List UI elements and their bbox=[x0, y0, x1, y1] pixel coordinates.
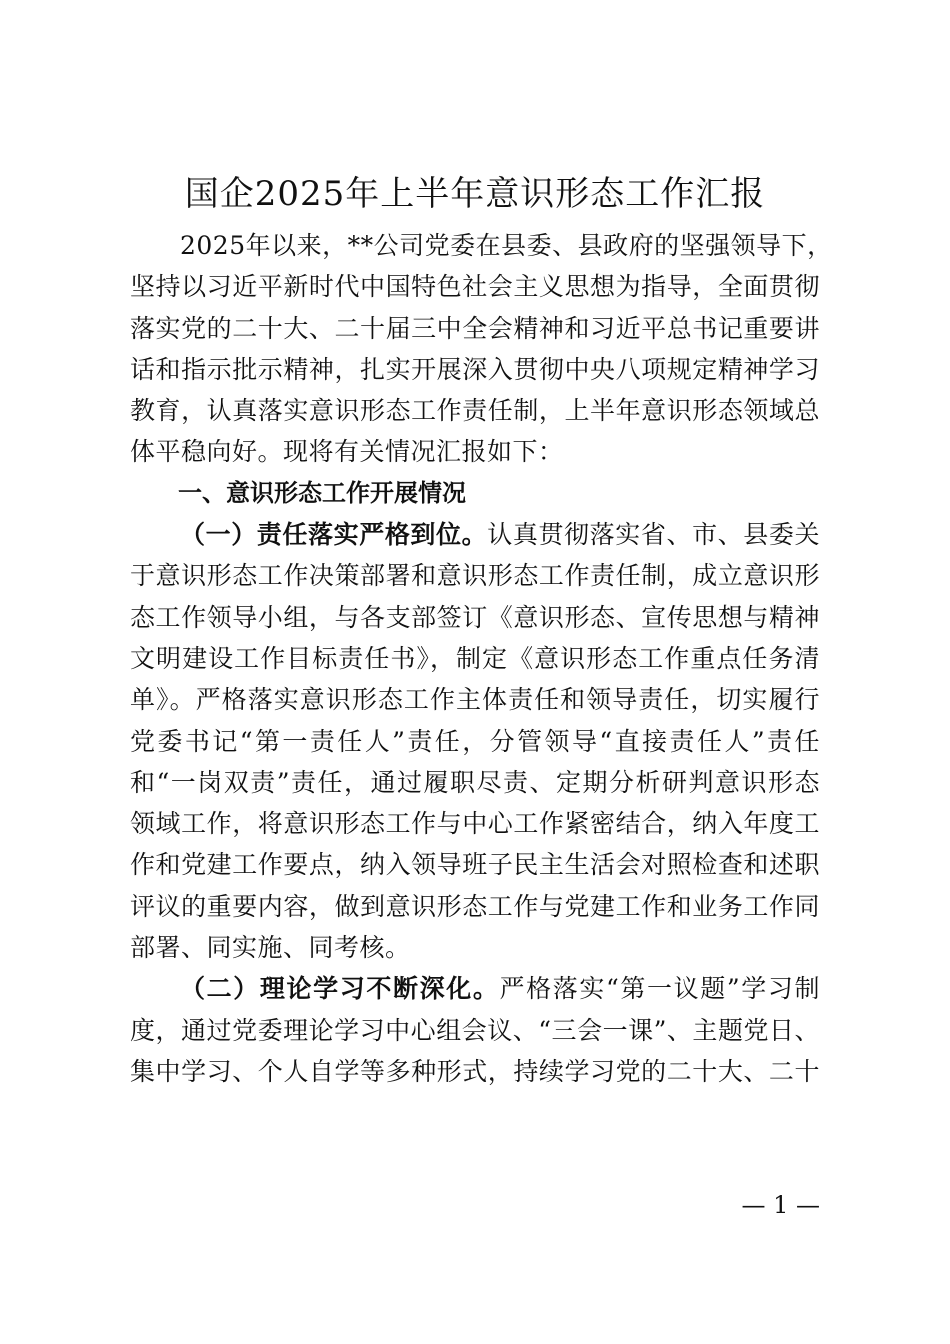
paragraph-line-text: 认真贯彻落实省、市、县委关 bbox=[487, 520, 820, 550]
paragraph-line: 落实党的二十大、二十届三中全会精神和习近平总书记重要讲 bbox=[130, 313, 820, 343]
responsibility-paragraph bbox=[130, 514, 820, 968]
paragraph-line: 领域工作，将意识形态工作与中心工作紧密结合，纳入年度工 bbox=[130, 809, 820, 839]
paragraph-line: 作和党建工作要点，纳入领导班子民主生活会对照检查和述职 bbox=[130, 850, 820, 880]
paragraph-line: 部署、同实施、同考核。 bbox=[130, 933, 411, 963]
subsection-lead: （二）理论学习不断深化。 bbox=[180, 974, 500, 1004]
document-body bbox=[130, 225, 833, 1092]
paragraph-line: 坚持以习近平新时代中国特色社会主义思想为指导，全面贯彻 bbox=[130, 272, 820, 302]
paragraph-line: 度，通过党委理论学习中心组会议、“三会一课”、主题党日、 bbox=[130, 1015, 820, 1045]
subsection-lead: （一）责任落实严格到位。 bbox=[180, 520, 488, 550]
paragraph-line: 集中学习、个人自学等多种形式，持续学习党的二十大、二十 bbox=[130, 1056, 820, 1086]
paragraph-line: 态工作领导小组，与各支部签订《意识形态、宣传思想与精神 bbox=[130, 602, 820, 632]
paragraph-line: 和“一岗双责”责任，通过履职尽责、定期分析研判意识形态 bbox=[130, 767, 820, 797]
paragraph-line-text: 严格落实“第一议题”学习制 bbox=[499, 974, 820, 1004]
paragraph-line: 2025年以来，**公司党委在县委、县政府的坚强领导下， bbox=[180, 231, 833, 260]
paragraph-line: 党委书记“第一责任人”责任，分管领导“直接责任人”责任 bbox=[130, 726, 820, 756]
paragraph-line: 于意识形态工作决策部署和意识形态工作责任制，成立意识形 bbox=[130, 561, 820, 591]
paragraph-line: 评议的重要内容，做到意识形态工作与党建工作和业务工作同 bbox=[130, 891, 820, 921]
paragraph-line: 话和指示批示精神，扎实开展深入贯彻中央八项规定精神学习 bbox=[130, 354, 820, 384]
section-heading: 一、意识形态工作开展情况 bbox=[178, 478, 466, 507]
paragraph-line: 体平稳向好。现将有关情况汇报如下： bbox=[130, 437, 564, 467]
paragraph-line: 教育，认真落实意识形态工作责任制，上半年意识形态领域总 bbox=[130, 396, 820, 426]
document-title: 国企2025年上半年意识形态工作汇报 bbox=[184, 174, 766, 214]
paragraph-first-line bbox=[130, 514, 820, 555]
paragraph-line: 单》。严格落实意识形态工作主体责任和领导责任，切实履行 bbox=[130, 685, 820, 715]
paragraph-line: 文明建设工作目标责任书》，制定《意识形态工作重点任务清 bbox=[130, 643, 820, 673]
intro-paragraph bbox=[130, 225, 833, 473]
paragraph-first-line bbox=[130, 968, 820, 1009]
theory-study-paragraph bbox=[130, 968, 820, 1092]
page-number: — 1 — bbox=[741, 1191, 820, 1219]
